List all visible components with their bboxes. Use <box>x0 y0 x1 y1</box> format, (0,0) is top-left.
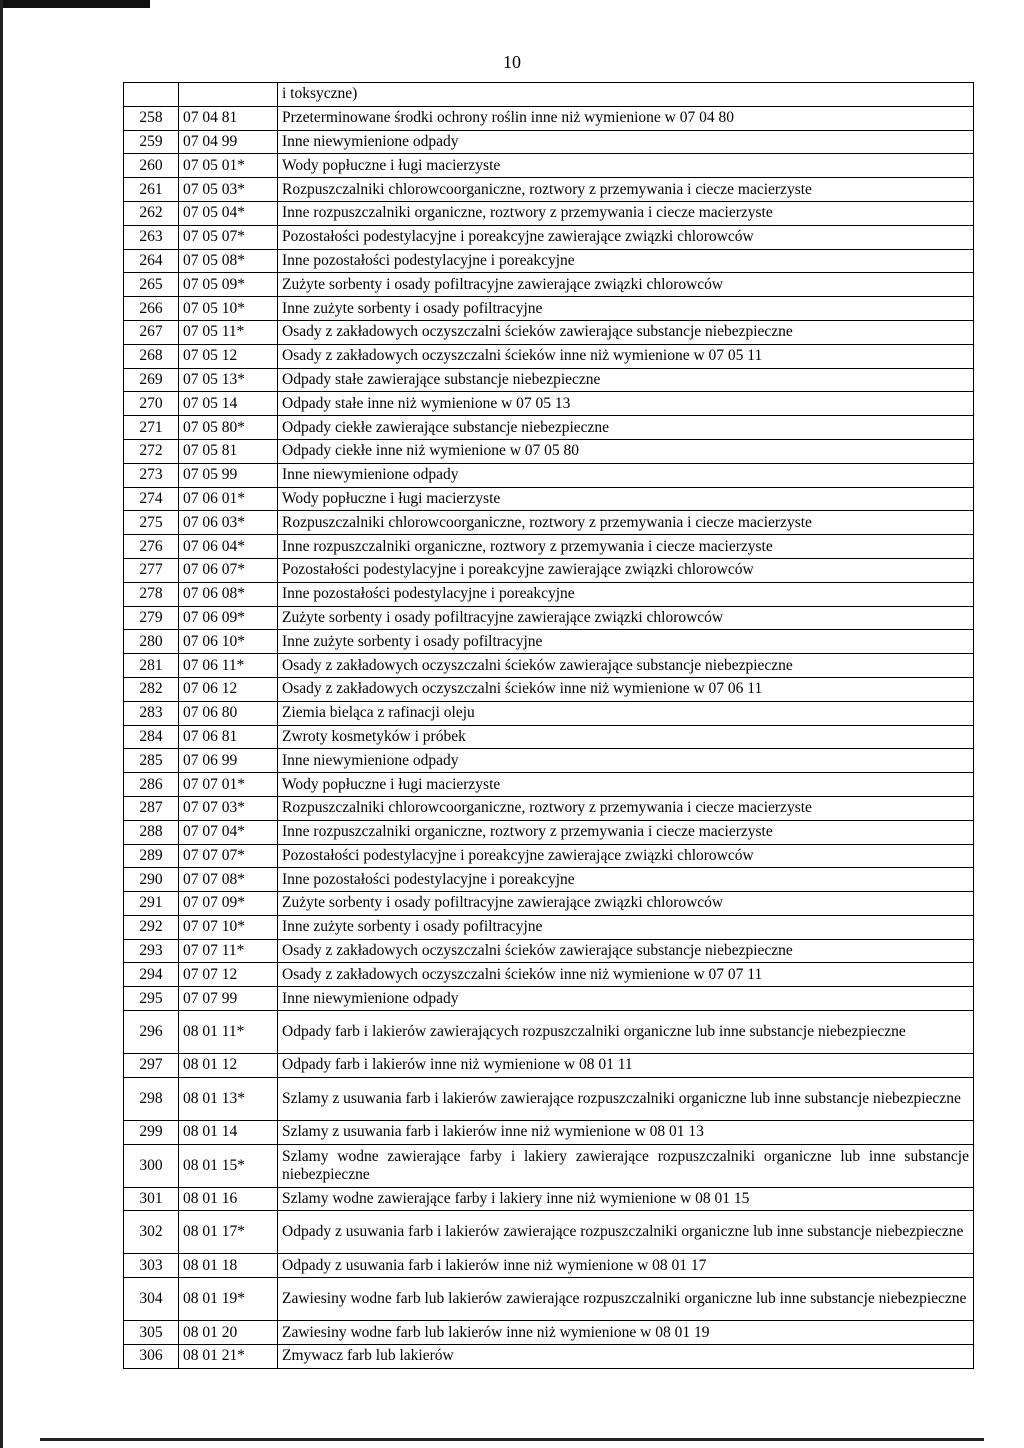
description-cell: Rozpuszczalniki chlorowcoorganiczne, roztwory z przemywania i ciecze macierzyste <box>278 178 974 202</box>
table-row <box>124 796 974 820</box>
description-cell: Rozpuszczalniki chlorowcoorganiczne, roztwory z przemywania i ciecze macierzyste <box>278 511 974 535</box>
description-cell: Szlamy wodne zawierające farby i lakiery zawierające rozpuszczalniki organiczne lub inne substancje niebezpieczne <box>278 1144 974 1187</box>
row-number-cell: 287 <box>124 796 179 820</box>
waste-code-cell: 08 01 15* <box>179 1144 278 1187</box>
waste-code-cell: 07 06 11* <box>179 654 278 678</box>
table-row <box>124 915 974 939</box>
description-cell: Odpady ciekłe inne niż wymienione w 07 05 80 <box>278 439 974 463</box>
table-row <box>124 773 974 797</box>
description-cell: Odpady farb i lakierów inne niż wymienione w 08 01 11 <box>278 1054 974 1078</box>
description-cell: Pozostałości podestylacyjne i poreakcyjne zawierające związki chlorowców <box>278 225 974 249</box>
table-row <box>124 249 974 273</box>
waste-code-cell: 07 05 12 <box>179 344 278 368</box>
waste-code-cell: 08 01 20 <box>179 1321 278 1345</box>
waste-code-cell: 08 01 16 <box>179 1187 278 1211</box>
row-number-cell: 280 <box>124 630 179 654</box>
table-row <box>124 677 974 701</box>
waste-code-cell: 07 07 04* <box>179 820 278 844</box>
table-body <box>124 83 974 1369</box>
row-number-cell: 267 <box>124 320 179 344</box>
table-row <box>124 416 974 440</box>
table-row <box>124 630 974 654</box>
table-row <box>124 1011 974 1054</box>
table-row <box>124 1144 974 1187</box>
table-row <box>124 439 974 463</box>
row-number-cell: 286 <box>124 773 179 797</box>
row-number-cell <box>124 83 179 107</box>
row-number-cell: 281 <box>124 654 179 678</box>
row-number-cell: 290 <box>124 868 179 892</box>
scan-edge-left <box>0 0 3 1448</box>
waste-code-table <box>123 82 974 1369</box>
row-number-cell: 306 <box>124 1345 179 1369</box>
table-row <box>124 1211 974 1254</box>
waste-code-cell: 07 07 11* <box>179 939 278 963</box>
description-cell: Inne zużyte sorbenty i osady pofiltracyjne <box>278 915 974 939</box>
description-cell: Inne rozpuszczalniki organiczne, roztwory z przemywania i ciecze macierzyste <box>278 535 974 559</box>
description-cell: Rozpuszczalniki chlorowcoorganiczne, roztwory z przemywania i ciecze macierzyste <box>278 796 974 820</box>
description-cell: Inne pozostałości podestylacyjne i poreakcyjne <box>278 868 974 892</box>
description-cell: Zwroty kosmetyków i próbek <box>278 725 974 749</box>
row-number-cell: 301 <box>124 1187 179 1211</box>
table-row <box>124 1321 974 1345</box>
table-row <box>124 320 974 344</box>
row-number-cell: 263 <box>124 225 179 249</box>
row-number-cell: 288 <box>124 820 179 844</box>
scan-edge-top <box>0 0 150 8</box>
description-cell: i toksyczne) <box>278 83 974 107</box>
waste-code-cell: 07 06 09* <box>179 606 278 630</box>
description-cell: Inne zużyte sorbenty i osady pofiltracyjne <box>278 630 974 654</box>
description-cell: Odpady stałe inne niż wymienione w 07 05 13 <box>278 392 974 416</box>
row-number-cell: 272 <box>124 439 179 463</box>
description-cell: Odpady z usuwania farb i lakierów zawierające rozpuszczalniki organiczne lub inne substancje niebezpieczne <box>278 1211 974 1254</box>
table-row <box>124 487 974 511</box>
table-row <box>124 368 974 392</box>
description-cell: Osady z zakładowych oczyszczalni ścieków zawierające substancje niebezpieczne <box>278 320 974 344</box>
description-cell: Przeterminowane środki ochrony roślin inne niż wymienione w 07 04 80 <box>278 106 974 130</box>
table-row <box>124 463 974 487</box>
description-cell: Wody popłuczne i ługi macierzyste <box>278 487 974 511</box>
waste-code-cell: 07 05 13* <box>179 368 278 392</box>
waste-code-cell: 07 06 04* <box>179 535 278 559</box>
row-number-cell: 275 <box>124 511 179 535</box>
table-row <box>124 582 974 606</box>
row-number-cell: 292 <box>124 915 179 939</box>
description-cell: Odpady farb i lakierów zawierających rozpuszczalniki organiczne lub inne substancje niebezpieczne <box>278 1011 974 1054</box>
row-number-cell: 285 <box>124 749 179 773</box>
row-number-cell: 289 <box>124 844 179 868</box>
description-cell: Osady z zakładowych oczyszczalni ścieków inne niż wymienione w 07 05 11 <box>278 344 974 368</box>
table-row <box>124 868 974 892</box>
waste-code-cell: 08 01 11* <box>179 1011 278 1054</box>
waste-code-cell: 08 01 14 <box>179 1120 278 1144</box>
table-row <box>124 606 974 630</box>
description-cell: Inne rozpuszczalniki organiczne, roztwory z przemywania i ciecze macierzyste <box>278 201 974 225</box>
table-row <box>124 273 974 297</box>
row-number-cell: 269 <box>124 368 179 392</box>
waste-code-cell: 07 06 03* <box>179 511 278 535</box>
table-row <box>124 654 974 678</box>
description-cell: Odpady stałe zawierające substancje niebezpieczne <box>278 368 974 392</box>
row-number-cell: 283 <box>124 701 179 725</box>
table-row <box>124 1187 974 1211</box>
table-row <box>124 558 974 582</box>
description-cell: Wody popłuczne i ługi macierzyste <box>278 154 974 178</box>
description-cell: Szlamy z usuwania farb i lakierów zawierające rozpuszczalniki organiczne lub inne substancje niebezpieczne <box>278 1077 974 1120</box>
waste-code-cell: 07 06 07* <box>179 558 278 582</box>
waste-code-cell: 08 01 21* <box>179 1345 278 1369</box>
waste-code-cell: 07 06 12 <box>179 677 278 701</box>
table-row <box>124 511 974 535</box>
table-row <box>124 701 974 725</box>
table-row <box>124 154 974 178</box>
waste-code-cell: 07 05 08* <box>179 249 278 273</box>
description-cell: Inne zużyte sorbenty i osady pofiltracyjne <box>278 297 974 321</box>
description-cell: Odpady ciekłe zawierające substancje niebezpieczne <box>278 416 974 440</box>
table-row <box>124 1345 974 1369</box>
table-row <box>124 1054 974 1078</box>
description-cell: Inne pozostałości podestylacyjne i poreakcyjne <box>278 249 974 273</box>
waste-code-cell: 08 01 19* <box>179 1278 278 1321</box>
waste-code-cell: 08 01 12 <box>179 1054 278 1078</box>
waste-code-cell: 07 05 04* <box>179 201 278 225</box>
waste-code-cell: 07 07 03* <box>179 796 278 820</box>
row-number-cell: 303 <box>124 1254 179 1278</box>
waste-code-cell: 08 01 18 <box>179 1254 278 1278</box>
table-row <box>124 1077 974 1120</box>
description-cell: Inne niewymienione odpady <box>278 987 974 1011</box>
waste-code-cell: 07 06 01* <box>179 487 278 511</box>
row-number-cell: 265 <box>124 273 179 297</box>
description-cell: Osady z zakładowych oczyszczalni ścieków inne niż wymienione w 07 06 11 <box>278 677 974 701</box>
row-number-cell: 266 <box>124 297 179 321</box>
row-number-cell: 258 <box>124 106 179 130</box>
row-number-cell: 305 <box>124 1321 179 1345</box>
description-cell: Zawiesiny wodne farb lub lakierów inne niż wymienione w 08 01 19 <box>278 1321 974 1345</box>
row-number-cell: 282 <box>124 677 179 701</box>
waste-code-cell: 07 06 81 <box>179 725 278 749</box>
table-row <box>124 939 974 963</box>
row-number-cell: 274 <box>124 487 179 511</box>
row-number-cell: 296 <box>124 1011 179 1054</box>
row-number-cell: 298 <box>124 1077 179 1120</box>
table-row <box>124 1278 974 1321</box>
waste-code-cell: 07 04 99 <box>179 130 278 154</box>
table-row <box>124 201 974 225</box>
waste-code-cell: 07 05 07* <box>179 225 278 249</box>
row-number-cell: 302 <box>124 1211 179 1254</box>
row-number-cell: 276 <box>124 535 179 559</box>
description-cell: Szlamy z usuwania farb i lakierów inne niż wymienione w 08 01 13 <box>278 1120 974 1144</box>
table-row <box>124 392 974 416</box>
table-row <box>124 725 974 749</box>
description-cell: Osady z zakładowych oczyszczalni ścieków inne niż wymienione w 07 07 11 <box>278 963 974 987</box>
waste-code-cell: 07 06 80 <box>179 701 278 725</box>
description-cell: Zmywacz farb lub lakierów <box>278 1345 974 1369</box>
table-row <box>124 820 974 844</box>
description-cell: Inne niewymienione odpady <box>278 463 974 487</box>
table-row <box>124 844 974 868</box>
waste-code-cell: 07 07 08* <box>179 868 278 892</box>
table-row <box>124 297 974 321</box>
row-number-cell: 262 <box>124 201 179 225</box>
waste-code-cell: 07 07 09* <box>179 892 278 916</box>
waste-code-cell: 08 01 17* <box>179 1211 278 1254</box>
description-cell: Inne niewymienione odpady <box>278 130 974 154</box>
row-number-cell: 261 <box>124 178 179 202</box>
waste-code-cell: 07 07 10* <box>179 915 278 939</box>
description-cell: Zużyte sorbenty i osady pofiltracyjne zawierające związki chlorowców <box>278 892 974 916</box>
description-cell: Pozostałości podestylacyjne i poreakcyjne zawierające związki chlorowców <box>278 844 974 868</box>
waste-code-cell: 08 01 13* <box>179 1077 278 1120</box>
waste-code-cell: 07 06 08* <box>179 582 278 606</box>
table-row <box>124 344 974 368</box>
table-row <box>124 106 974 130</box>
waste-code-cell: 07 05 80* <box>179 416 278 440</box>
waste-code-cell: 07 05 01* <box>179 154 278 178</box>
row-number-cell: 299 <box>124 1120 179 1144</box>
description-cell: Inne pozostałości podestylacyjne i poreakcyjne <box>278 582 974 606</box>
waste-code-cell <box>179 83 278 107</box>
scan-edge-bottom <box>40 1438 984 1441</box>
description-cell: Pozostałości podestylacyjne i poreakcyjne zawierające związki chlorowców <box>278 558 974 582</box>
waste-code-cell: 07 05 14 <box>179 392 278 416</box>
waste-code-cell: 07 06 99 <box>179 749 278 773</box>
row-number-cell: 273 <box>124 463 179 487</box>
row-number-cell: 294 <box>124 963 179 987</box>
waste-code-cell: 07 05 03* <box>179 178 278 202</box>
table-row <box>124 225 974 249</box>
waste-code-cell: 07 05 09* <box>179 273 278 297</box>
row-number-cell: 284 <box>124 725 179 749</box>
table-row <box>124 535 974 559</box>
description-cell: Zawiesiny wodne farb lub lakierów zawierające rozpuszczalniki organiczne lub inne substancje niebezpieczne <box>278 1278 974 1321</box>
row-number-cell: 279 <box>124 606 179 630</box>
row-number-cell: 277 <box>124 558 179 582</box>
page-number: 10 <box>503 52 521 72</box>
waste-code-cell: 07 07 99 <box>179 987 278 1011</box>
description-cell: Zużyte sorbenty i osady pofiltracyjne zawierające związki chlorowców <box>278 606 974 630</box>
waste-code-cell: 07 04 81 <box>179 106 278 130</box>
table-row <box>124 963 974 987</box>
description-cell: Inne niewymienione odpady <box>278 749 974 773</box>
table-row <box>124 1254 974 1278</box>
row-number-cell: 291 <box>124 892 179 916</box>
row-number-cell: 297 <box>124 1054 179 1078</box>
description-cell: Szlamy wodne zawierające farby i lakiery inne niż wymienione w 08 01 15 <box>278 1187 974 1211</box>
row-number-cell: 293 <box>124 939 179 963</box>
waste-code-cell: 07 05 81 <box>179 439 278 463</box>
waste-code-cell: 07 06 10* <box>179 630 278 654</box>
waste-code-cell: 07 07 01* <box>179 773 278 797</box>
waste-code-cell: 07 07 12 <box>179 963 278 987</box>
table-row-continuation <box>124 83 974 107</box>
table-row <box>124 749 974 773</box>
table-row <box>124 130 974 154</box>
description-cell: Wody popłuczne i ługi macierzyste <box>278 773 974 797</box>
row-number-cell: 300 <box>124 1144 179 1187</box>
row-number-cell: 259 <box>124 130 179 154</box>
row-number-cell: 264 <box>124 249 179 273</box>
waste-code-cell: 07 07 07* <box>179 844 278 868</box>
waste-code-cell: 07 05 99 <box>179 463 278 487</box>
table-row <box>124 178 974 202</box>
description-cell: Odpady z usuwania farb i lakierów inne niż wymienione w 08 01 17 <box>278 1254 974 1278</box>
waste-code-cell: 07 05 10* <box>179 297 278 321</box>
description-cell: Inne rozpuszczalniki organiczne, roztwory z przemywania i ciecze macierzyste <box>278 820 974 844</box>
table-row <box>124 1120 974 1144</box>
waste-code-cell: 07 05 11* <box>179 320 278 344</box>
row-number-cell: 295 <box>124 987 179 1011</box>
row-number-cell: 278 <box>124 582 179 606</box>
description-cell: Ziemia bieląca z rafinacji oleju <box>278 701 974 725</box>
description-cell: Zużyte sorbenty i osady pofiltracyjne zawierające związki chlorowców <box>278 273 974 297</box>
description-cell: Osady z zakładowych oczyszczalni ścieków zawierające substancje niebezpieczne <box>278 654 974 678</box>
row-number-cell: 268 <box>124 344 179 368</box>
row-number-cell: 270 <box>124 392 179 416</box>
row-number-cell: 304 <box>124 1278 179 1321</box>
row-number-cell: 271 <box>124 416 179 440</box>
table-row <box>124 987 974 1011</box>
row-number-cell: 260 <box>124 154 179 178</box>
description-cell: Osady z zakładowych oczyszczalni ścieków zawierające substancje niebezpieczne <box>278 939 974 963</box>
table-row <box>124 892 974 916</box>
